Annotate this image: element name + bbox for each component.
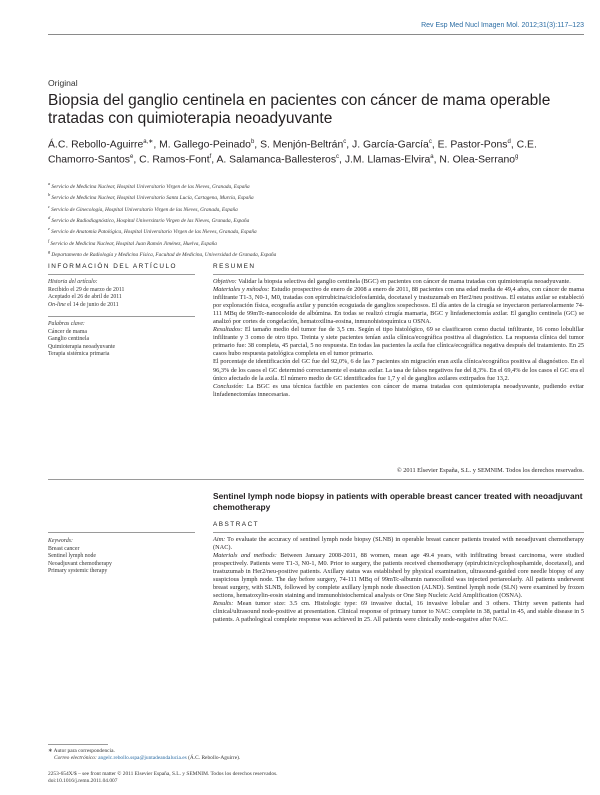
affiliation-item: $^g$ Departamento de Radiología y Medicina Física, Facultad de Medicina, Universidad de Granada, España: [48, 249, 277, 258]
author-email-link[interactable]: angelc.rebollo.sspa@juntadeandalucia.es: [98, 755, 187, 762]
resumen-header: RESUMEN: [213, 263, 256, 270]
author-name: M. Gallego-Peinado: [159, 139, 251, 151]
article-title: Biopsia del ganglio centinela en pacientes con cáncer de mama operable tratadas con quimioterapia neoadyuvante: [48, 92, 551, 127]
author-affiliation-marker: c: [343, 139, 347, 145]
author-affiliation-marker: c: [428, 139, 432, 145]
author-name: Á.C. Rebollo-Aguirre: [48, 139, 144, 151]
affiliation-list: [48, 180, 584, 260]
email-owner: (Á.C. Rebollo-Aguirre).: [188, 755, 241, 762]
accepted-date: Aceptado el 26 de abril de 2011: [48, 294, 122, 301]
author-name: J.M. Llamas-Elvira: [344, 154, 431, 166]
top-rule: [48, 34, 584, 35]
author-name: E. Pastor-Pons: [437, 139, 508, 151]
article-history: [48, 279, 195, 309]
keyword-item: Neoadjuvant chemotherapy: [48, 560, 112, 567]
author-name: J. García-García: [352, 139, 429, 151]
footnote-rule: [48, 744, 108, 745]
author-name: C. Ramos-Font: [139, 154, 210, 166]
history-label: Historia del artículo:: [48, 279, 98, 285]
footnote-text: Autor para correspondencia.: [53, 748, 115, 754]
author-affiliation-marker: d: [507, 139, 511, 145]
affiliation-item: $^e$ Servicio de Anatomía Patológica, Hospital Universitario Virgen de las Nieves, Granada, España: [48, 226, 257, 236]
footer-license: 2253-654X/$ – see front matter © 2011 Elsevier España, S.L. y SEMNIM. Todos los derechos reservados.: [48, 771, 278, 777]
keywords-es-label: Palabras clave:: [48, 321, 85, 327]
resumen-paragraph: Conclusión: La BGC es una técnica factible en pacientes con cáncer de mama tratadas con quimioterapia neoadyuvante, pudiendo evitar linfadenectomías innecesarias.: [213, 382, 584, 398]
doi-link[interactable]: doi:10.1016/j.remn.2011.04.007: [48, 778, 118, 785]
author-name: A. Salamanca-Ballesteros: [216, 154, 337, 166]
affiliation-item: $^d$ Servicio de Radiodiagnóstico, Hospital Universitario Virgen de las Nieves, Granada, España: [48, 215, 250, 224]
author-name: C.E. Chamorro-Santos: [48, 139, 537, 166]
history-rule: [48, 316, 195, 317]
author-list: Á.C. Rebollo-Aguirre$^{a,∗}$, M. Gallego-Peinado$^b$, S. Menjón-Beltrán$^c$, J. García-García$^c$, E. Pastor-Pons$^d$, C.E. Chamorro-Santos$^e$, C. Ramos-Font$^f$, A. Salamanca-Ballesteros$^c$, J.M. Llamas-Elvira$^a$, N. Olea-Serrano$^g$: [48, 139, 537, 166]
abstract-paragraph: Aim: To evaluate the accuracy of sentinel lymph node biopsy (SLNB) in operable breast cancer patients treated with neoadjuvant chemotherapy (NAC).: [213, 536, 584, 552]
author-affiliation-marker: f: [209, 154, 212, 161]
article-info-header: INFORMACIÓN DEL ARTÍCULO: [48, 263, 178, 270]
author-affiliation-marker: g: [515, 154, 519, 161]
author-affiliation-marker: c: [336, 154, 340, 161]
abstract-paragraph: Results: Mean tumor size: 3.5 cm. Histologic type: 69 invasive ductal, 16 invasive lobular and 3 others. Thirty seven patients had clinical/ultrasound node-positive at presentation. Clinical response of primary tumor to NAC: complete in 38, partial in 45, and stable disease in 5 patients. A pathological complete response was achieved in 25. All patients were clinically node-negative after NAC.: [213, 600, 584, 624]
keywords-en-rule: [48, 532, 195, 533]
keyword-item: Sentinel lymph node: [48, 553, 96, 560]
affiliation-item: $^b$ Servicio de Medicina Nuclear, Hospital Universitario Santa Lucía, Cartagena, Murcia, España: [48, 192, 254, 202]
section-label: Original: [48, 78, 78, 88]
author-affiliation-marker: a: [430, 154, 434, 161]
resumen-rule: [213, 274, 584, 275]
affiliation-item: $^c$ Servicio de Ginecología, Hospital Universitario Virgen de las Nieves, Granada, España: [48, 203, 238, 213]
keywords-es: [48, 321, 195, 359]
article-info-rule: [48, 274, 195, 275]
keyword-item: Cáncer de mama: [48, 328, 87, 335]
resumen-end-rule: [48, 479, 584, 480]
abstract-body: [213, 536, 584, 625]
abstract-rule: [213, 532, 584, 533]
resumen-paragraph: El porcentaje de identificación del GC fue del 92,0%, 6 de las 7 pacientes sin migración eran axila clínica/ecográfica positiva al diagnóstico. En el 96,3% de los casos el GC determinó correctamente el estatus axilar. La tasa de falsos negativos fue del 8,3%. En el 69,4% de los casos el GC era el único afectado de la axila. El número medio de GC identificados fue 1,7 y el de ganglios axilares extirpados fue 13,2.: [213, 358, 584, 382]
email-label: Correo electrónico:: [54, 755, 97, 762]
keyword-item: Breast cancer: [48, 545, 80, 552]
keyword-item: Primary systemic therapy: [48, 568, 108, 575]
author-affiliation-marker: a,∗: [143, 139, 154, 145]
keyword-item: Ganglio centinela: [48, 336, 90, 343]
resumen-body: [213, 278, 584, 399]
keywords-en-label: Keywords:: [48, 538, 73, 544]
resumen-paragraph: Resultados: El tamaño medio del tumor fue de 3,5 cm. Según el tipo histológico, 69 se clasificaron como ductal infiltrante, 16 como lobulillar infiltrante y 3 como de otro tipo. Treinta y siete pacientes tenían axila clínica/ecográfica positiva al diagnóstico. La respuesta clínica del tumor primario fue: 38 completa, 45 parcial, 5 no respuesta. En todas las pacientes la axila fue clínica/ecográfica negativa después del tratamiento. En 25 casos hubo respuesta patológica completa en el tumor primario.: [213, 326, 584, 358]
keywords-en: [48, 538, 195, 576]
footnote: [48, 748, 448, 763]
affiliation-item: $^f$ Servicio de Medicina Nuclear, Hospital Juan Ramón Jiménez, Huelva, España: [48, 237, 217, 247]
author-affiliation-marker: b: [250, 139, 255, 145]
abstract-header: ABSTRACT: [213, 521, 260, 528]
online-date: On-line el 14 de junio de 2011: [48, 301, 119, 308]
keyword-item: Terapia sistémica primaria: [48, 351, 110, 358]
abstract-paragraph: Materials and methods: Between January 2008-2011, 88 women, mean age 49.4 years, with infiltrating breast carcinoma, were studied prospectively. Patients were T1-3, N0-1, M0. Prior to surgery, the patients received chemotherapy (epirubicin/cyclophosphamide, docetaxel), and trastuzumab in Her2/neu-positive patients. Axillary status was established by physical examination, ultrasound-guided core needle biopsy of any suspicious lymph node. The day before surgery, 74-111 MBq of 99mTc-albumin nanocolloid was injected periareolarly. All patients underwent breast surgery, with SLNB, followed by complete axillary lymph node dissection (ALND). Sentinel lymph node (SLN) were examined by frozen sections, hematoxylin-eosin staining and immunohistochemical analysis or One Step Nucleic Acid Amplification (OSNA).: [213, 552, 584, 600]
footnote-marker: ∗: [48, 748, 53, 754]
resumen-copyright: © 2011 Elsevier España, S.L. y SEMNIM. Todos los derechos reservados.: [396, 467, 584, 474]
received-date: Recibido el 29 de marzo de 2011: [48, 286, 125, 293]
footer: [48, 771, 498, 786]
resumen-paragraph: Objetivo: Validar la biopsia selectiva del ganglio centinela (BGC) en pacientes con cáncer de mama tratadas con quimioterapia neoadyuvante.: [213, 278, 571, 285]
journal-reference[interactable]: Rev Esp Med Nucl Imagen Mol. 2012;31(3):117–123: [421, 22, 584, 29]
author-name: N. Olea-Serrano: [439, 154, 516, 166]
resumen-paragraph: Materiales y métodos: Estudio prospectivo de enero de 2008 a enero de 2011, 88 pacientes con una edad media de 49,4 años, con cáncer de mama infiltrante T1-3, N0-1, M0, tratadas con epirrubicina/ciclofosfamida, docetaxel y trastuzumab en Her2/neu positivas. El estatus axilar se estableció por exploración física, ecografía axilar y punción ecoguiada de ganglios sospechosos. El día antes de la cirugía se inyectaron periareolarmente 74-111 MBq de 99mTc-nanocoloide de albúmina. En todas se realizó cirugía mamaria, BGC y linfadenectomía axilar. El ganglio centinela (GC) se analizó por cortes de congelación, hematoxilina-eosina, inmunohistoquímica u OSNA.: [213, 286, 584, 326]
keyword-item: Quimioterapia neoadyuvante: [48, 343, 116, 350]
author-name: S. Menjón-Beltrán: [260, 139, 344, 151]
affiliation-item: $^a$ Servicio de Medicina Nuclear, Hospital Universitario Virgen de las Nieves, Granada, España: [48, 181, 250, 190]
author-affiliation-marker: e: [130, 154, 134, 161]
english-title: Sentinel lymph node biopsy in patients with operable breast cancer treated with neoadjuvant chemotherapy: [213, 491, 583, 512]
